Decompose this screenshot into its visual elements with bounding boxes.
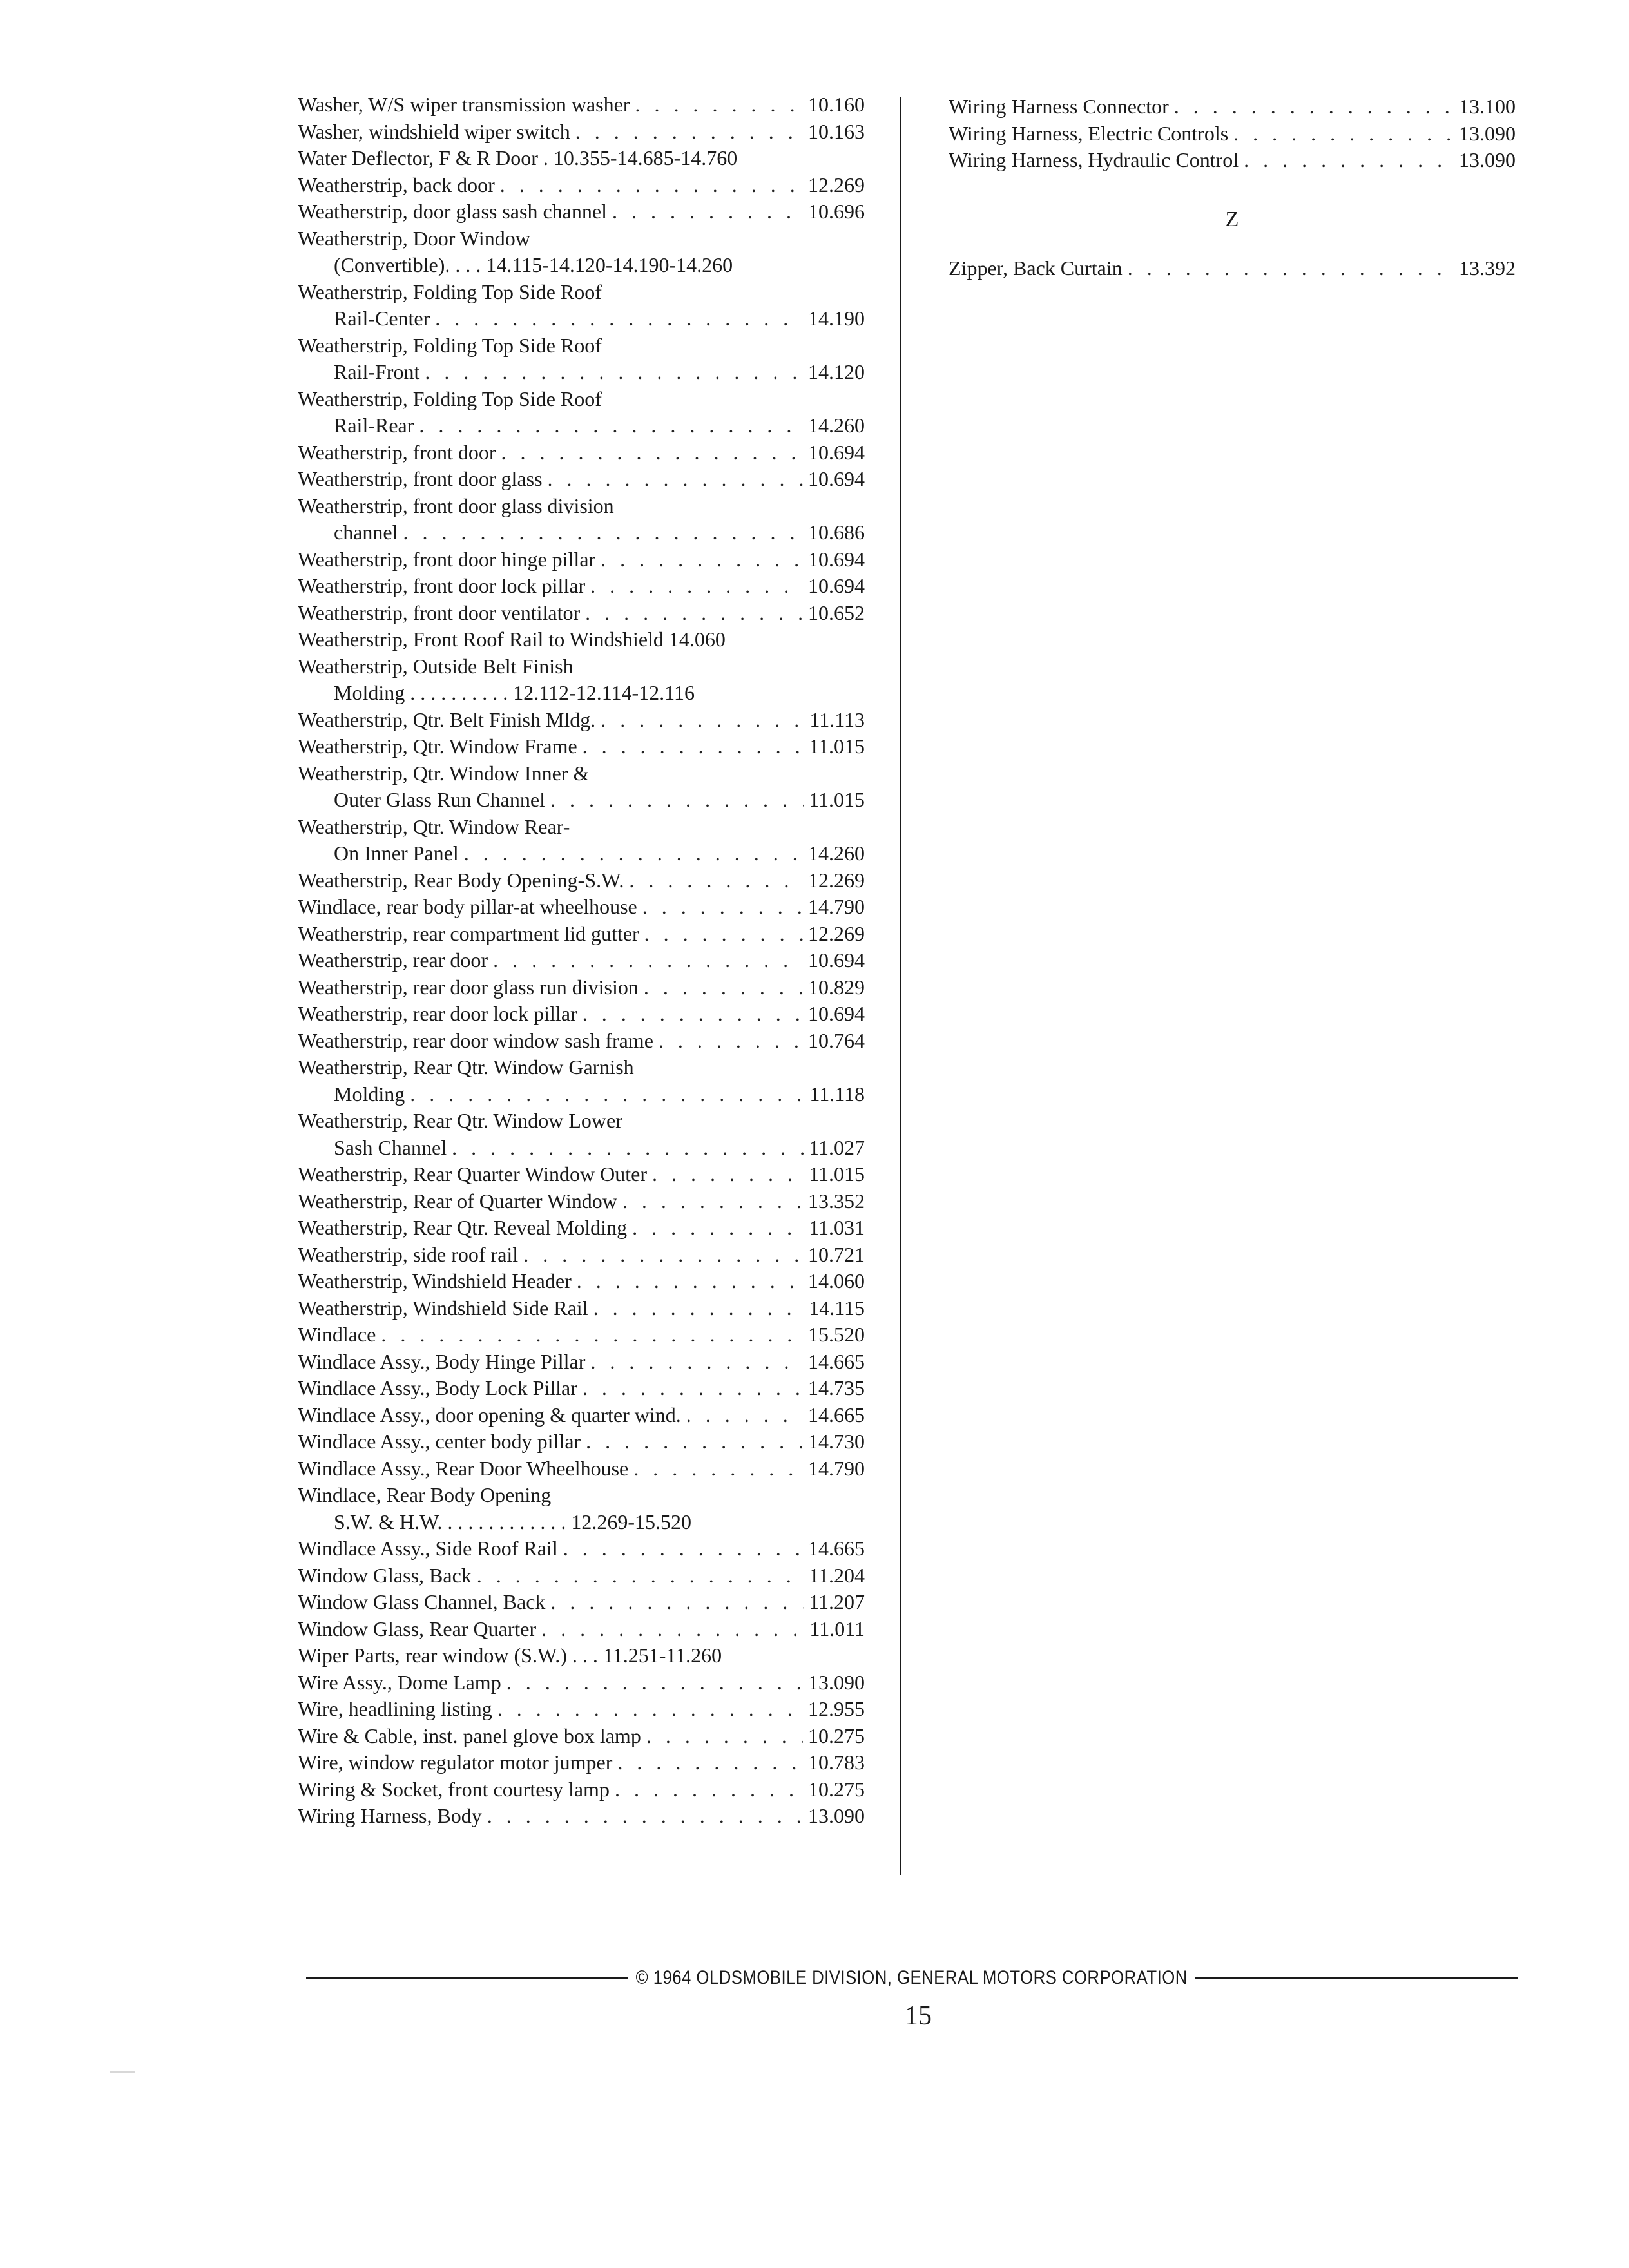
scan-artifact [110,2071,135,2073]
page-reference: 12.269 [808,868,865,892]
dot-leader [410,1081,804,1108]
dot-leader [612,198,803,226]
index-entry [949,147,1516,174]
entry-text: Weatherstrip, front door glass [298,467,543,490]
entry-text: Sash Channel [334,1135,447,1159]
entry-text: (Convertible). . . . 14.115-14.120-14.190-14.260 [334,253,733,276]
page-reference: 10.694 [808,574,865,597]
dot-leader [1233,120,1454,148]
page-reference: 13.090 [1459,121,1516,145]
entry-text: Windlace Assy., door opening & quarter wind. [298,1403,681,1427]
page-reference: 10.721 [808,1242,865,1266]
page-reference: 11.015 [809,788,865,811]
column-divider [900,97,901,1875]
page-reference: 10.694 [808,440,865,464]
entry-text: Weatherstrip, Windshield Header [298,1269,572,1293]
entry-text: Outer Glass Run Channel [334,788,545,811]
index-column-left [298,91,865,1830]
page-reference: 10.275 [808,1724,865,1747]
index-entry [298,1749,865,1776]
entry-text: Weatherstrip, front door ventilator [298,601,581,624]
index-entry [298,1295,865,1322]
page-reference: 14.665 [808,1537,865,1560]
index-entry [298,1642,865,1669]
entry-text: Wiring Harness, Body [298,1804,482,1827]
dot-leader [548,466,803,493]
footer-rule-left [306,1977,628,1979]
page-reference: 14.665 [808,1349,865,1373]
entry-text: Windlace [298,1323,376,1346]
index-entry [298,1482,865,1535]
entry-text: Weatherstrip, Rear Qtr. Reveal Molding [298,1216,628,1239]
entry-text: Weatherstrip, Door Window [298,226,530,250]
page-reference: 13.392 [1459,256,1516,280]
entry-text: Rail-Front [334,360,420,383]
page-reference: 10.694 [808,1002,865,1025]
page-reference: 13.100 [1459,95,1516,118]
entry-text: Weatherstrip, rear door lock pillar [298,1002,577,1025]
entry-text: Wiring Harness, Hydraulic Control [949,148,1239,171]
dot-leader [506,1669,803,1696]
entry-text: Wire Assy., Dome Lamp [298,1670,501,1694]
entry-text: Weatherstrip, Rear Qtr. Window Lower [298,1109,622,1132]
index-entry [298,1589,865,1616]
entry-text: Weatherstrip, front door hinge pillar [298,547,596,571]
page-reference: 10.783 [808,1751,865,1774]
index-entry [298,546,865,573]
dot-leader [477,1562,804,1590]
entry-text: Weatherstrip, Rear Quarter Window Outer [298,1162,648,1186]
index-entry [298,1456,865,1483]
index-entry [298,707,865,734]
page-reference: 14.735 [808,1376,865,1399]
entry-text: Rail-Rear [334,414,414,437]
page-reference: 13.090 [808,1670,865,1694]
dot-leader [686,1402,803,1429]
entry-text: Weatherstrip, Qtr. Belt Finish Mldg. [298,707,596,731]
entry-text: Window Glass, Back [298,1563,472,1587]
entry-text: Wiring & Socket, front courtesy lamp [298,1777,610,1801]
dot-leader [452,1135,804,1162]
index-entry [298,1776,865,1803]
entry-text: Wiper Parts, rear window (S.W.) . . . 11.251-11.260 [298,1644,722,1667]
entry-text: Molding [334,1082,405,1106]
page-reference: 10.694 [808,547,865,571]
entry-text: Weatherstrip, Folding Top Side Roof [298,387,602,410]
page-reference: 11.113 [809,707,865,731]
entry-text: Weatherstrip, back door [298,173,495,197]
index-entry [298,600,865,627]
index-entry [298,1723,865,1750]
dot-leader [425,359,803,386]
dot-leader [659,1028,803,1055]
dot-leader [523,1242,803,1269]
page-reference: 10.275 [808,1777,865,1801]
index-entry [298,1268,865,1295]
page-reference: 11.015 [809,735,865,758]
entry-text: Weatherstrip, door glass sash channel [298,200,607,223]
page-reference: 11.011 [809,1617,865,1640]
page-reference: 14.115 [809,1296,865,1320]
entry-text: Windlace, Rear Body Opening [298,1483,552,1506]
page-reference: 10.160 [808,93,865,116]
entry-text: Wire & Cable, inst. panel glove box lamp [298,1724,641,1747]
dot-leader [586,1428,803,1456]
index-entry [298,573,865,600]
index-list-z [949,255,1516,282]
entry-text: Weatherstrip, Rear Body Opening-S.W. [298,868,624,892]
page-reference: 14.665 [808,1403,865,1427]
page-reference: 12.955 [808,1697,865,1720]
dot-leader [590,573,803,600]
page-reference: 10.696 [808,200,865,223]
dot-leader [403,519,804,546]
entry-text: Wiring Harness, Electric Controls [949,121,1229,145]
page-reference: 14.120 [808,360,865,383]
entry-text: Windlace Assy., center body pillar [298,1430,581,1453]
page-reference: 10.652 [808,601,865,624]
index-entry [298,653,865,707]
entry-text: Weatherstrip, side roof rail [298,1242,519,1266]
index-entry [298,91,865,119]
index-entry [298,1535,865,1562]
page-reference: 14.260 [808,841,865,865]
entry-text: Windlace Assy., Body Lock Pillar [298,1376,577,1399]
page-reference: 10.694 [808,467,865,490]
dot-leader [646,1723,803,1750]
dot-leader [541,1616,804,1643]
entry-text: channel [334,521,398,544]
index-entry [298,1108,865,1161]
page-reference: 12.269 [808,173,865,197]
entry-text: Weatherstrip, front door glass division [298,494,614,517]
entry-text: Wire, headlining listing [298,1697,492,1720]
page-reference: 10.829 [808,975,865,999]
index-entry [298,1188,865,1215]
copyright-notice: © 1964 OLDSMOBILE DIVISION, GENERAL MOTORS CORPORATION [635,1967,1188,1988]
entry-text: Weatherstrip, Outside Belt Finish [298,654,574,678]
dot-leader [583,733,804,760]
page-number: 15 [905,2001,932,2031]
index-entry [949,120,1516,148]
section-letter-heading: Z [1225,207,1239,231]
index-entry [298,279,865,332]
dot-leader [497,1696,803,1723]
entry-text: Window Glass Channel, Back [298,1590,546,1613]
page-reference: 11.204 [809,1563,865,1587]
dot-leader [644,921,803,948]
page-reference: 13.352 [808,1189,865,1213]
entry-text: Weatherstrip, front door lock pillar [298,574,586,597]
entry-text: Weatherstrip, Windshield Side Rail [298,1296,588,1320]
dot-leader [585,600,803,627]
entry-text: Weatherstrip, Rear Qtr. Window Garnish [298,1055,634,1079]
index-entry [298,867,865,894]
dot-leader [1174,93,1454,120]
dot-leader [435,305,803,332]
entry-text: Windlace Assy., Side Roof Rail [298,1537,558,1560]
entry-text: Weatherstrip, Qtr. Window Frame [298,735,577,758]
dot-leader [633,1456,803,1483]
entry-text: Washer, windshield wiper switch [298,119,570,143]
dot-leader [617,1749,803,1776]
dot-leader [381,1321,803,1349]
dot-leader [500,172,803,199]
dot-leader [590,1349,803,1376]
index-entry [298,1803,865,1830]
entry-text: Rail-Center [334,307,430,330]
index-entry [949,93,1516,120]
index-entry [298,332,865,386]
index-entry [298,733,865,760]
index-entry [949,255,1516,282]
index-entry [298,921,865,948]
entry-text: Washer, W/S wiper transmission washer [298,93,630,116]
dot-leader [635,91,803,119]
index-entry [298,1616,865,1643]
dot-leader [563,1535,803,1562]
page-reference: 13.090 [1459,148,1516,171]
entry-text: Weatherstrip, rear door glass run division [298,975,639,999]
index-entry [298,439,865,466]
page-reference: 14.060 [808,1269,865,1293]
index-entry [298,760,865,814]
dot-leader [644,974,803,1001]
page-reference: 14.790 [808,895,865,918]
entry-text: Weatherstrip, Rear of Quarter Window [298,1189,617,1213]
dot-leader [550,1589,804,1616]
entry-text: Water Deflector, F & R Door . 10.355-14.685-14.760 [298,146,738,169]
page-reference: 14.790 [808,1456,865,1480]
entry-text: Weatherstrip, Qtr. Window Inner & [298,761,590,785]
index-entry [298,145,865,172]
index-entry [298,386,865,439]
index-entry [298,626,865,653]
page-reference: 14.190 [808,307,865,330]
index-entry [298,1562,865,1590]
index-entry [298,1242,865,1269]
index-list-w-continued [949,93,1516,174]
index-entry [298,1161,865,1188]
dot-leader [550,787,804,814]
dot-leader [487,1803,803,1830]
entry-text: Weatherstrip, front door [298,440,496,464]
dot-leader [419,412,803,439]
entry-text: Windlace, rear body pillar-at wheelhouse [298,895,637,918]
entry-text: Weatherstrip, Folding Top Side Roof [298,333,602,357]
entry-text: Weatherstrip, Folding Top Side Roof [298,280,602,303]
entry-text: Windlace Assy., Body Hinge Pillar [298,1349,586,1373]
index-entry [298,466,865,493]
dot-leader [501,439,803,466]
index-entry [298,1349,865,1376]
dot-leader [1128,255,1454,282]
page-reference: 11.027 [809,1135,865,1159]
index-entry [298,1375,865,1402]
index-entry [298,493,865,546]
entry-text: Zipper, Back Curtain [949,256,1123,280]
dot-leader [575,119,803,146]
page-reference: 11.118 [809,1082,865,1106]
entry-text: On Inner Panel [334,841,459,865]
entry-text: Weatherstrip, rear door [298,948,488,972]
page-reference: 11.015 [809,1162,865,1186]
entry-text: Weatherstrip, rear door window sash frame [298,1028,653,1052]
entry-text: Wire, window regulator motor jumper [298,1751,613,1774]
entry-text: Molding . . . . . . . . . . 12.112-12.114-12.116 [334,681,695,704]
entry-text: S.W. & H.W. . . . . . . . . . . . . 12.269-15.520 [334,1510,691,1533]
page-reference: 10.694 [808,948,865,972]
dot-leader [464,840,803,867]
footer-rule-right [1195,1977,1518,1979]
dot-leader [493,947,803,974]
index-entry [298,1001,865,1028]
dot-leader [583,1001,803,1028]
index-entry [298,1215,865,1242]
index-entry [298,1402,865,1429]
index-entry [298,1669,865,1696]
page-reference: 10.764 [808,1028,865,1052]
page-reference: 13.090 [808,1804,865,1827]
page-reference: 10.163 [808,119,865,143]
index-entry [298,198,865,226]
index-entry [298,814,865,867]
dot-leader [583,1375,803,1402]
page-reference: 11.031 [809,1216,865,1239]
dot-leader [629,867,803,894]
page-footer [306,1959,1518,1997]
page-reference: 10.686 [808,521,865,544]
page-reference: 11.207 [809,1590,865,1613]
index-entry [298,226,865,279]
index-entry [298,119,865,146]
page-reference: 14.730 [808,1430,865,1453]
dot-leader [642,894,803,921]
entry-text: Weatherstrip, Qtr. Window Rear- [298,814,570,838]
entry-text: Window Glass, Rear Quarter [298,1617,537,1640]
dot-leader [601,546,803,573]
index-entry [298,947,865,974]
dot-leader [652,1161,804,1188]
dot-leader [632,1215,804,1242]
page-reference: 14.260 [808,414,865,437]
entry-text: Wiring Harness Connector [949,95,1169,118]
dot-leader [622,1188,803,1215]
entry-text: Weatherstrip, Front Roof Rail to Windshield 14.060 [298,628,726,651]
index-entry [298,974,865,1001]
entry-text: Weatherstrip, rear compartment lid gutter [298,921,639,945]
page-reference: 12.269 [808,921,865,945]
page-reference: 15.520 [808,1323,865,1346]
index-entry [298,1696,865,1723]
index-entry [298,1028,865,1055]
dot-leader [601,707,804,734]
index-entry [298,1054,865,1108]
dot-leader [615,1776,803,1803]
index-entry [298,894,865,921]
entry-text: Windlace Assy., Rear Door Wheelhouse [298,1456,629,1480]
dot-leader [577,1268,803,1295]
index-entry [298,1428,865,1456]
dot-leader [593,1295,804,1322]
dot-leader [1244,147,1454,174]
index-entry [298,1321,865,1349]
index-column-right [949,93,1516,282]
index-entry [298,172,865,199]
